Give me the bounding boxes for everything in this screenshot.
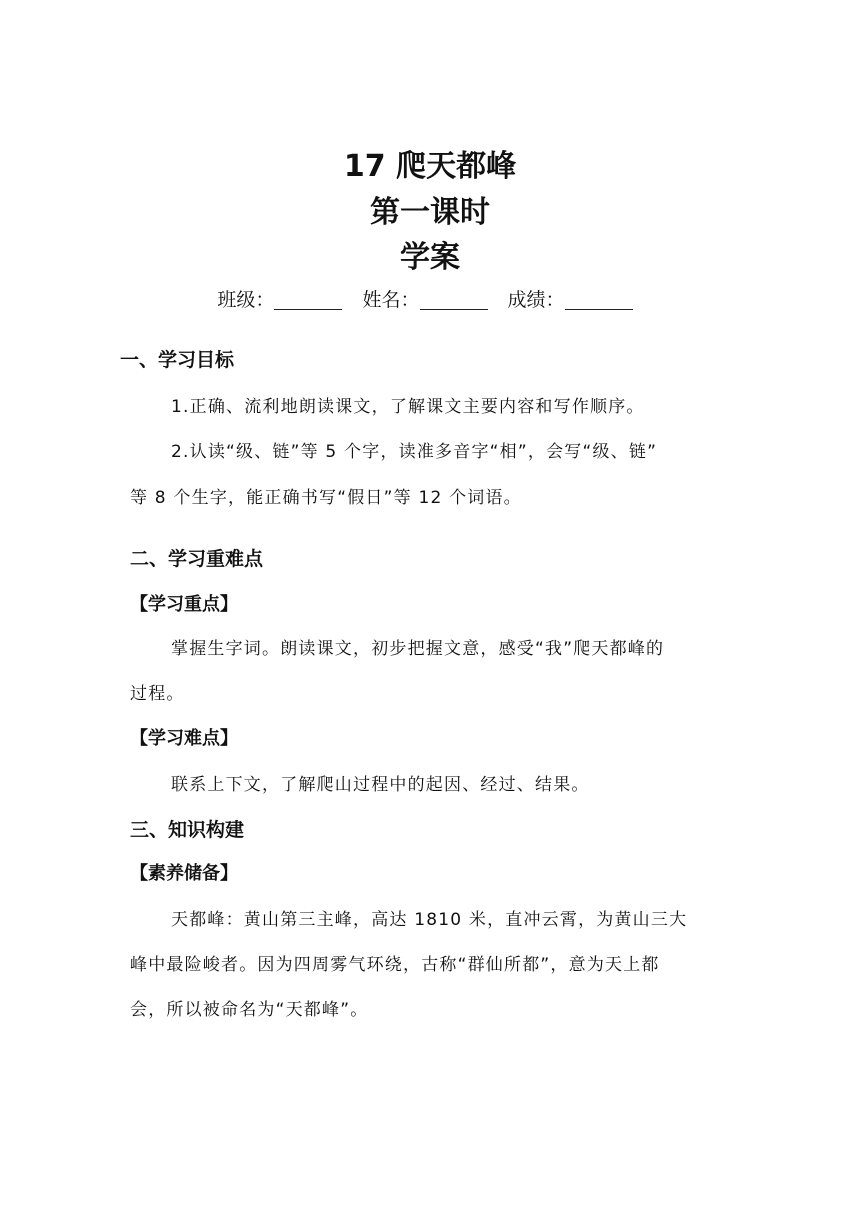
class-label: 班级： [217, 289, 275, 311]
goal-item-2-line2: 等 8 个生字，能正确书写“假日”等 12 个词语。 [130, 488, 522, 508]
score-label: 成绩： [507, 289, 565, 311]
lesson-subtitle: 第一课时 [370, 195, 490, 230]
literacy-line3: 会，所以被命名为“天都峰”。 [130, 1000, 369, 1020]
name-blank[interactable] [420, 289, 488, 310]
literacy-line2: 峰中最险峻者。因为四周雾气环绕，古称“群仙所都”，意为天上都 [130, 955, 660, 975]
literacy-label: 【素养储备】 [130, 863, 238, 884]
lesson-title: 17 爬天都峰 [343, 149, 517, 184]
key-point-line2: 过程。 [130, 684, 185, 704]
section-heading-key-points: 二、学习重难点 [130, 548, 264, 570]
literacy-line1: 天都峰：黄山第三主峰，高达 1810 米，直冲云霄，为黄山三大 [171, 910, 688, 930]
key-point-line1: 掌握生字词。朗读课文，初步把握文意，感受“我”爬天都峰的 [171, 639, 665, 659]
score-blank[interactable] [565, 289, 633, 310]
goal-item-2-line1: 2.认读“级、链”等 5 个字，读准多音字“相”，会写“级、链” [171, 442, 658, 462]
difficulty-line1: 联系上下文，了解爬山过程中的起因、经过、结果。 [171, 775, 590, 795]
section-heading-knowledge: 三、知识构建 [130, 819, 245, 841]
key-point-label: 【学习重点】 [130, 594, 238, 615]
difficulty-label: 【学习难点】 [130, 728, 238, 749]
class-blank[interactable] [274, 289, 342, 310]
goal-item-1: 1.正确、流利地朗读课文，了解课文主要内容和写作顺序。 [171, 397, 645, 417]
worksheet-title: 学案 [400, 240, 460, 275]
student-info-fields [0, 285, 860, 312]
name-label: 姓名： [362, 289, 420, 311]
section-heading-goals: 一、学习目标 [120, 349, 235, 371]
